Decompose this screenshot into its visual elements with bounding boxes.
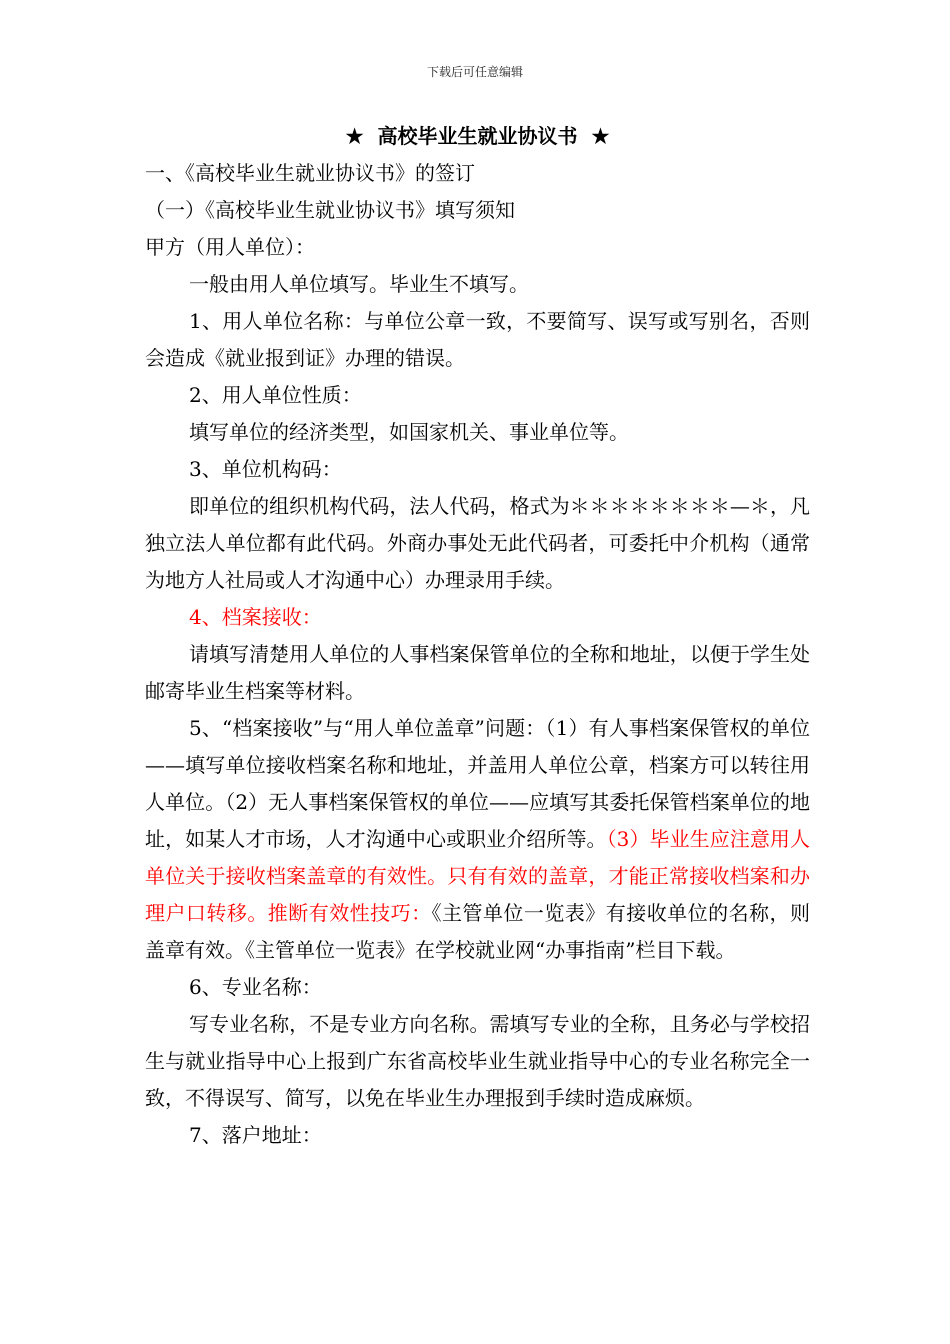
label-unit-nature: 2、用人单位性质： [189,383,362,407]
paragraph-unit-code: 即单位的组织机构代码，法人代码，格式为＊＊＊＊＊＊＊＊—＊，凡独立法人单位都有此代码。外商办事处无此代码者，可委托中介机构（通常为地方人社局或人才沟通中心）办理录用手续。 [145,494,810,592]
title-text: 高校毕业生就业协议书 [377,124,578,148]
paragraph-unit-nature: 填写单位的经济类型，如国家机关、事业单位等。 [189,420,629,444]
paragraph-archive-seal [145,710,810,969]
subsection-heading: （一）《高校毕业生就业协议书》填写须知 [145,198,515,222]
label-major-name: 6、专业名称： [189,975,322,999]
section-heading: 一、《高校毕业生就业协议书》的签订 [145,161,475,185]
archive-seal-highlight: （3）毕业生应注意用人单位关于接收档案盖章的有效性。只有有效的盖章，才能正常接收档案和办理户口转移。推断有效性技巧： [145,827,811,925]
header-note: 下载后可任意编辑 [426,65,523,79]
label-archive-receipt: 4、档案接收： [189,605,322,629]
label-household-address: 7、落户地址： [189,1123,322,1147]
star-icon: ★ [345,124,364,148]
star-icon: ★ [591,124,610,148]
party-a-heading: 甲方（用人单位）： [145,235,315,259]
label-unit-code: 3、单位机构码： [189,457,342,481]
paragraph-major-name: 写专业名称，不是专业方向名称。需填写专业的全称，且务必与学校招生与就业指导中心上报到广东省高校毕业生就业指导中心的专业名称完全一致，不得误写、简写，以免在毕业生办理报到手续时造成麻烦。 [145,1012,810,1110]
archive-seal-text: 5、“档案接收”与“用人单位盖章”问题：（1）有人事档案保管权的单位——填写单位接收档案名称和地址，并盖用人单位公章，档案方可以转往用人单位。（2）无人事档案保管权的单位——应填写其委托保管档案单位的地址，如某人才市场，人才沟通中心或职业介绍所等。 [145,716,810,851]
paragraph-unit-name: 1、用人单位名称：与单位公章一致，不要简写、误写或写别名，否则会造成《就业报到证》办理的错误。 [145,309,810,370]
archive-seal-tail: 《主管单位一览表》有接收单位的名称，则盖章有效。《主管单位一览表》在学校就业网“办事指南”栏目下载。 [145,901,810,962]
document-title [145,118,810,155]
paragraph-archive-receipt: 请填写清楚用人单位的人事档案保管单位的全称和地址，以便于学生处邮寄毕业生档案等材料。 [145,642,810,703]
paragraph-general: 一般由用人单位填写。毕业生不填写。 [189,272,529,296]
document-body [145,118,810,1154]
